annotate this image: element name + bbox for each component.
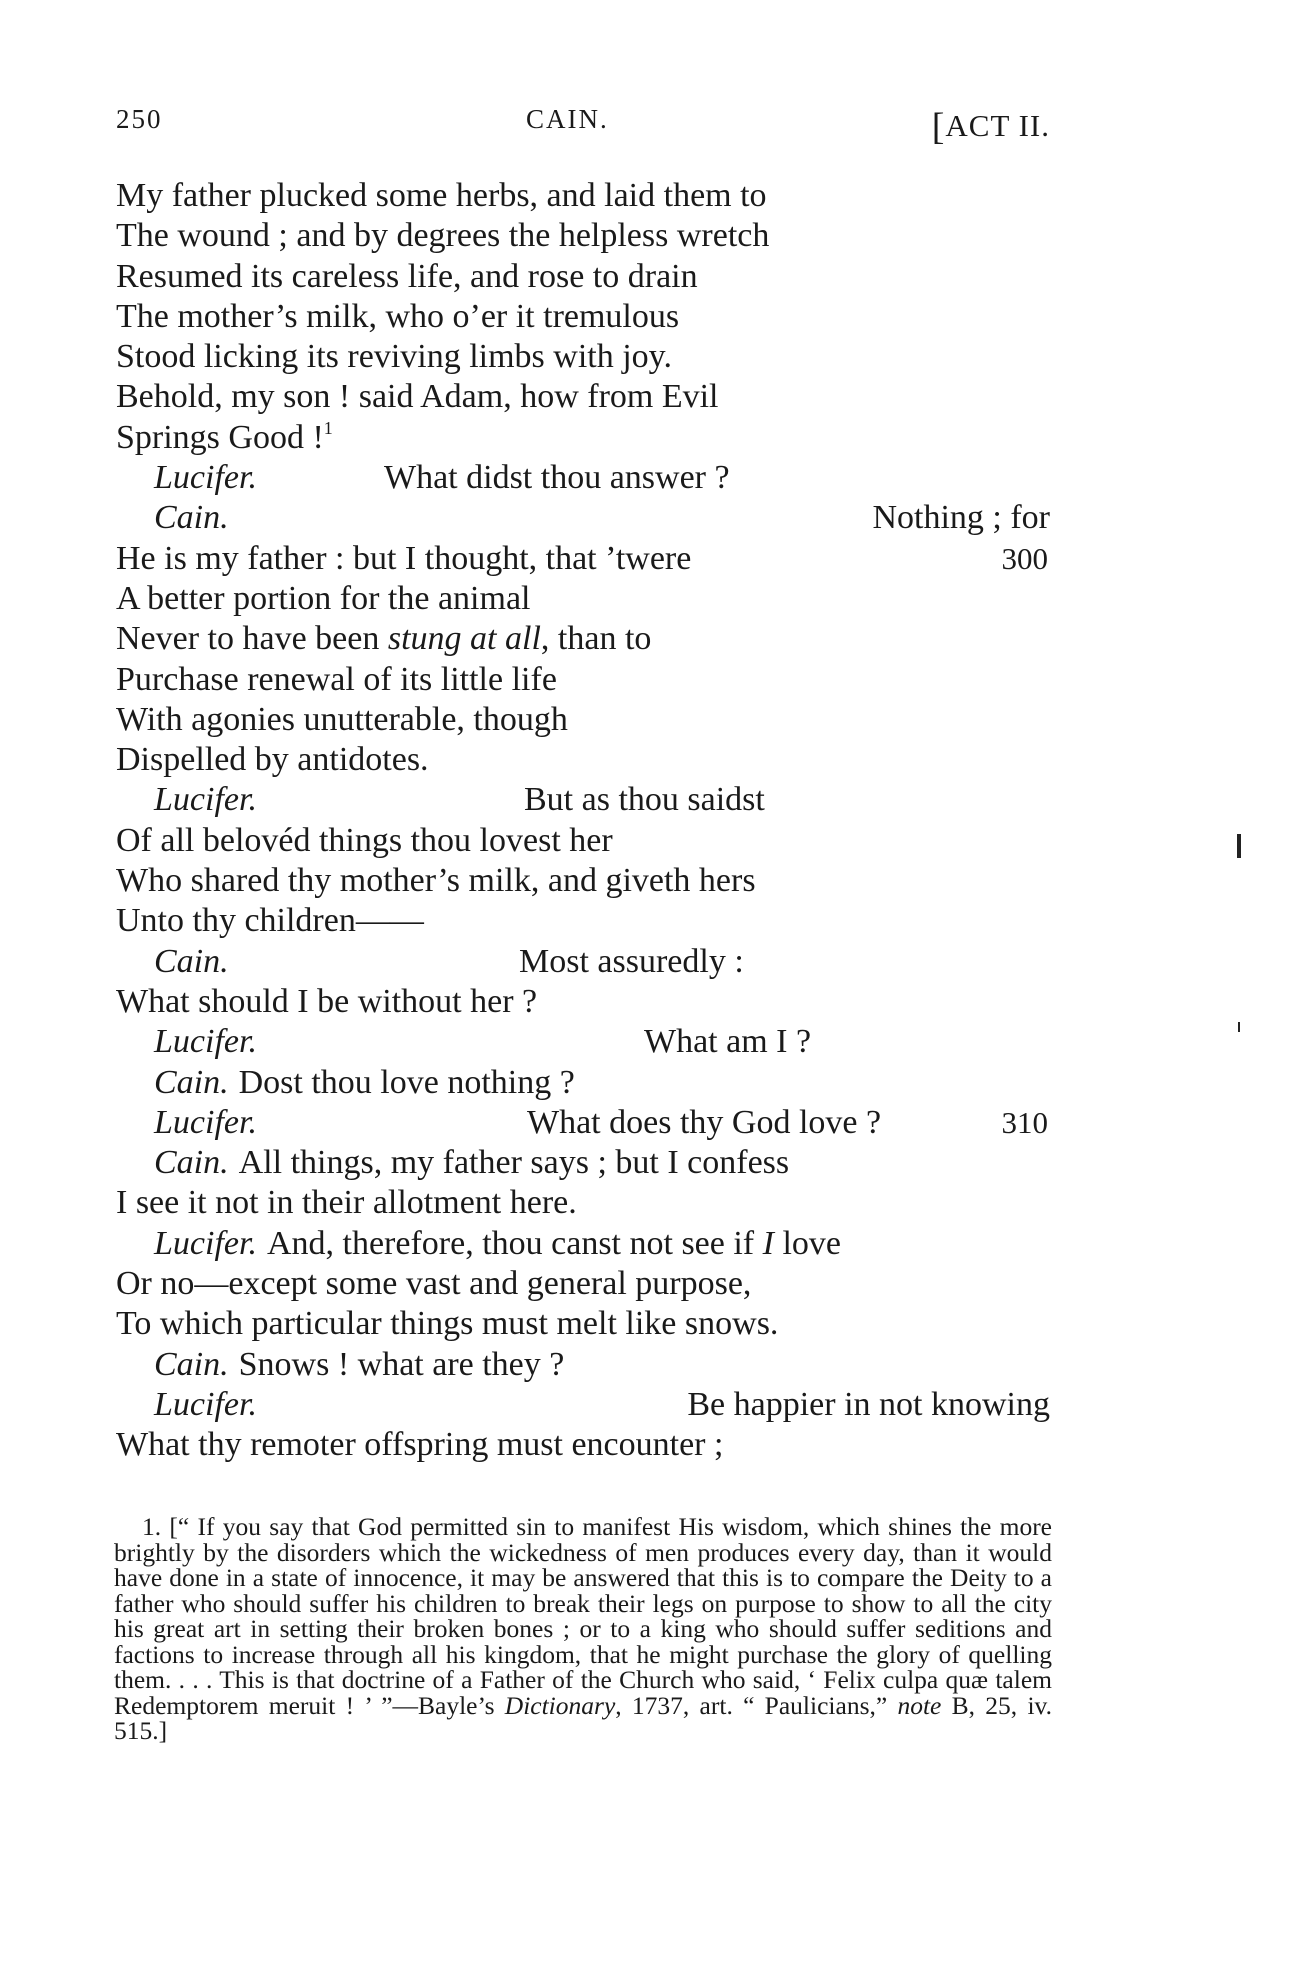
speaker-name: Lucifer. — [154, 1224, 257, 1262]
line-number: 300 — [1001, 540, 1048, 576]
speech-text: What does thy God love ? — [527, 1103, 882, 1141]
speech-text: What am I ? — [644, 1023, 812, 1061]
line-text: The wound ; and by degrees the helpless wretch — [116, 217, 770, 255]
footnote-text-b: , 1737, art. “ Paulicians,” — [615, 1690, 898, 1720]
speaker-name: Cain. — [154, 499, 229, 537]
speech-text: Be happier in not knowing — [687, 1385, 1050, 1423]
speech-text: What didst thou answer ? — [384, 459, 730, 497]
line-text: Or no—except some vast and general purpose, — [116, 1265, 752, 1303]
verse-line — [116, 942, 1050, 982]
speaker-name: Cain. — [154, 1144, 229, 1182]
verse-line — [116, 498, 1050, 538]
verse-line — [116, 1345, 1050, 1385]
speech-text: Most assuredly : — [519, 942, 744, 980]
footnote-italic-b: note — [897, 1690, 942, 1720]
verse-line — [116, 619, 1050, 659]
footnote-text-a: [“ If you say that God permitted sin to manifest His wisdom, which shines the more brightly by the disorders which the wickedness of men produces every day, than it would have done in a state of innocence, it may be answered that this is to compare the Deity to a father who should suffer his children to break their legs on purpose to show to all the city his great art in setting their broken bones ; or to a king who should suffer seditions and factions to increase through all his kingdom, that he might purchase the glory of quelling them. . . . This is that doctrine of a Father of the Church who said, ‘ Felix culpa quæ talem Redemptorem meruit ! ’ ”—Bayle’s — [114, 1512, 1052, 1720]
verse-block — [116, 176, 1050, 1466]
verse-line — [116, 579, 1050, 619]
verse-line — [116, 861, 1050, 901]
footnote-text-c: B, 25, iv. 515.] — [114, 1690, 1052, 1745]
verse-line — [116, 1183, 1050, 1223]
line-text: What thy remoter offspring must encounter ; — [116, 1426, 724, 1464]
speech-tail: love — [773, 1224, 842, 1262]
line-number: 310 — [1001, 1104, 1048, 1140]
speaker-name: Cain. — [154, 1345, 229, 1383]
line-text: Purchase renewal of its little life — [116, 660, 557, 698]
verse-line — [116, 821, 1050, 861]
line-text: Behold, my son ! said Adam, how from Evil — [116, 378, 719, 416]
verse-line — [116, 660, 1050, 700]
line-text: A better portion for the animal — [116, 579, 531, 617]
verse-line — [116, 1385, 1050, 1425]
verse-line — [116, 1063, 1050, 1103]
verse-line — [116, 216, 1050, 256]
verse-line — [116, 337, 1050, 377]
footnote-marker: 1. — [142, 1512, 162, 1541]
footnote-paragraph — [114, 1514, 1052, 1744]
line-text: Of all belovéd things thou lovest her — [116, 821, 613, 859]
footnote — [114, 1514, 1052, 1744]
verse-line — [116, 1425, 1050, 1465]
speaker-name: Lucifer. — [154, 459, 257, 497]
running-header — [116, 104, 1050, 148]
verse-line — [116, 377, 1050, 417]
line-text: With agonies unutterable, though — [116, 700, 568, 738]
speaker-name: Lucifer. — [154, 1385, 257, 1423]
line-text: Stood licking its reviving limbs with joy. — [116, 338, 672, 376]
scan-mark — [1237, 834, 1241, 858]
verse-line — [116, 700, 1050, 740]
line-text: My father plucked some herbs, and laid them to — [116, 177, 767, 214]
verse-line — [116, 1224, 1050, 1264]
line-text: To which particular things must melt like snows. — [116, 1305, 779, 1343]
speech-text: Nothing ; for — [872, 499, 1050, 537]
speaker-name: Lucifer. — [154, 781, 257, 819]
act-text: ACT II. — [945, 108, 1050, 143]
verse-line — [116, 1103, 1050, 1143]
speech-text: And, therefore, thou canst not see if — [266, 1224, 763, 1262]
line-text: He is my father : but I thought, that ’twere — [116, 539, 692, 577]
verse-line — [116, 740, 1050, 780]
line-text: Unto thy children—— — [116, 902, 424, 940]
line-tail: , than to — [540, 620, 652, 658]
line-text: I see it not in their allotment here. — [116, 1184, 577, 1222]
emphasis: I — [762, 1224, 774, 1262]
speech-text: Dost thou love nothing ? — [238, 1063, 575, 1101]
line-text: What should I be without her ? — [116, 982, 538, 1020]
verse-line — [116, 1143, 1050, 1183]
verse-line — [116, 176, 1050, 216]
emphasis: stung at all — [387, 620, 541, 658]
footnote-italic-a: Dictionary — [504, 1690, 616, 1720]
act-label: [ACT II. — [931, 106, 1050, 148]
verse-line — [116, 982, 1050, 1022]
footnote-reference: 1 — [323, 417, 333, 438]
verse-line — [116, 901, 1050, 941]
verse-line — [116, 297, 1050, 337]
verse-line — [116, 780, 1050, 820]
line-text: Never to have been — [116, 620, 388, 658]
scan-mark-small — [1238, 1022, 1240, 1032]
verse-line — [116, 1304, 1050, 1344]
verse-line — [116, 1264, 1050, 1304]
verse-line — [116, 257, 1050, 297]
line-text: Who shared thy mother’s milk, and giveth hers — [116, 862, 756, 900]
speaker-name: Lucifer. — [154, 1023, 257, 1061]
speaker-name: Lucifer. — [154, 1103, 257, 1141]
verse-line — [116, 1022, 1050, 1062]
verse-line — [116, 418, 1050, 458]
line-text: The mother’s milk, who o’er it tremulous — [116, 297, 680, 335]
speech-text: But as thou saidst — [524, 781, 765, 819]
line-text: Springs Good ! — [116, 418, 324, 456]
running-title: CAIN. — [526, 104, 609, 134]
speaker-name: Cain. — [154, 1063, 229, 1101]
verse-line — [116, 458, 1050, 498]
line-text: Dispelled by antidotes. — [116, 741, 429, 779]
speaker-name: Cain. — [154, 942, 229, 980]
line-text: Resumed its careless life, and rose to drain — [116, 257, 698, 295]
speech-text: Snows ! what are they ? — [238, 1345, 565, 1383]
verse-line — [116, 539, 1050, 579]
page-number: 250 — [116, 104, 163, 134]
speech-text: All things, my father says ; but I confess — [238, 1144, 790, 1182]
